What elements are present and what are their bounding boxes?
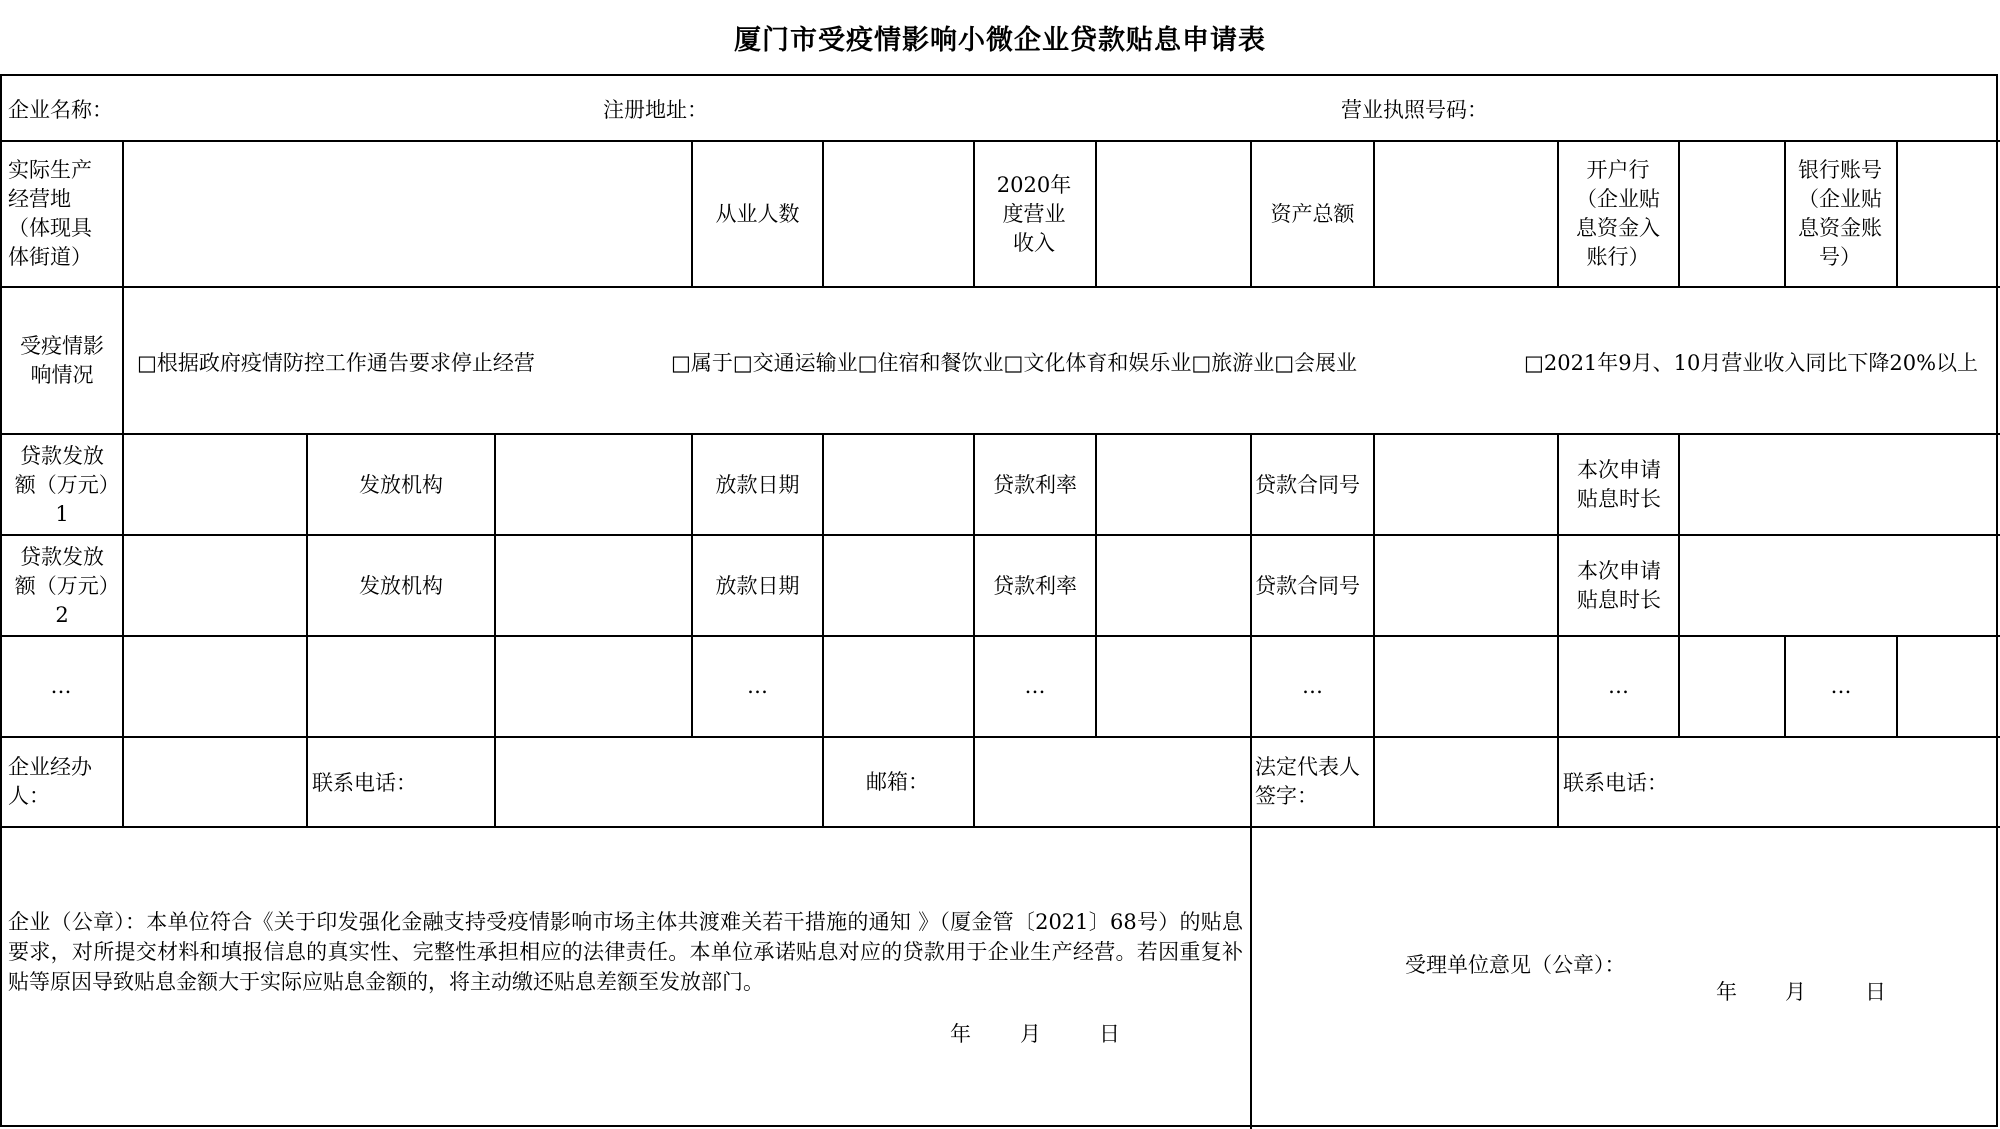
declaration-month: 月 xyxy=(1020,1022,1041,1046)
contract-no-label: 贷款合同号 xyxy=(1255,472,1360,497)
row-divider xyxy=(0,736,2000,738)
contract-no-label: 贷款合同号 xyxy=(1255,573,1360,598)
ellipsis-cell: … xyxy=(50,674,72,698)
col-divider xyxy=(1557,433,1559,828)
bank-label: 开户行（企业贴息资金入账行） xyxy=(1576,158,1660,269)
col-divider xyxy=(1095,433,1097,738)
declaration-day: 日 xyxy=(1099,1022,1120,1046)
col-divider xyxy=(1896,140,1898,288)
impact-option-suspended[interactable]: □根据政府疫情防控工作通告要求停止经营 xyxy=(137,351,535,375)
ellipsis-cell: … xyxy=(1608,674,1629,698)
row-divider xyxy=(0,534,2000,536)
loan-rate-label: 贷款利率 xyxy=(993,573,1077,598)
col-divider xyxy=(1678,140,1680,288)
opinion-label: 受理单位意见（公章）： xyxy=(1405,953,1626,977)
site-label: 实际生产经营地（体现具体街道） xyxy=(8,158,92,269)
loan-rate-label: 贷款利率 xyxy=(993,472,1077,497)
subsidy-duration-label: 本次申请贴息时长 xyxy=(1577,458,1661,511)
ellipsis-cell: … xyxy=(1024,674,1046,698)
opinion-year: 年 xyxy=(1716,980,1737,1004)
col-divider xyxy=(1095,140,1097,288)
impact-option-industry[interactable]: □属于□交通运输业□住宿和餐饮业□文化体育和娱乐业□旅游业□会展业 xyxy=(671,351,1358,375)
loan-date-label: 放款日期 xyxy=(715,573,800,598)
opinion-month: 月 xyxy=(1785,980,1806,1004)
col-divider xyxy=(1896,635,1898,738)
institution-label: 发放机构 xyxy=(359,472,443,497)
opinion-day: 日 xyxy=(1865,980,1886,1004)
col-divider xyxy=(122,140,124,828)
loan-amount-label: 贷款发放额（万元）1 xyxy=(14,443,110,526)
handler-phone-label: 联系电话： xyxy=(312,771,417,795)
ellipsis-cell: … xyxy=(747,674,768,698)
col-divider xyxy=(1373,433,1375,828)
ellipsis-cell: … xyxy=(1830,674,1852,698)
loan-date-label: 放款日期 xyxy=(715,472,800,497)
assets-label: 资产总额 xyxy=(1270,201,1355,226)
col-divider xyxy=(973,140,975,288)
col-divider xyxy=(822,140,824,288)
license-no-label: 营业执照号码： xyxy=(1341,98,1488,122)
company-name-label: 企业名称： xyxy=(8,98,113,122)
row-divider xyxy=(0,826,2000,828)
legal-phone-label: 联系电话： xyxy=(1563,771,1668,795)
col-divider xyxy=(1557,140,1559,288)
institution-label: 发放机构 xyxy=(359,573,443,598)
impact-option-revenue-drop[interactable]: □2021年9月、10月营业收入同比下降20%以上 xyxy=(1524,351,1979,375)
row-divider xyxy=(0,286,2000,288)
loan-amount-label: 贷款发放额（万元）2 xyxy=(14,544,110,627)
reg-address-label: 注册地址： xyxy=(603,98,708,122)
subsidy-duration-label: 本次申请贴息时长 xyxy=(1577,559,1661,612)
account-label: 银行账号（企业贴息资金账号） xyxy=(1798,158,1882,269)
revenue-label: 2020年度营业收入 xyxy=(996,172,1072,255)
impact-label: 受疫情影响情况 xyxy=(20,333,104,387)
form-title: 厦门市受疫情影响小微企业贷款贴息申请表 xyxy=(734,25,1266,56)
legal-rep-label: 法定代表人签字： xyxy=(1255,755,1360,808)
employees-label: 从业人数 xyxy=(715,201,800,226)
col-divider xyxy=(494,433,496,828)
col-divider xyxy=(1373,140,1375,288)
col-divider xyxy=(1784,140,1786,288)
handler-label: 企业经办人： xyxy=(8,755,92,808)
declaration-text: 企业（公章）：本单位符合《关于印发强化金融支持受疫情影响市场主体共渡难关若干措施的通知 》（厦金管〔2021〕68号）的贴息要求，对所提交材料和填报信息的真实性、完整性承担相应的法律责任。本单位承诺贴息对应的贷款用于企业生产经营。若因重复补贴等原因导致贴息金额大于实际应贴息金额的，将主动缴还贴息差额至发放部门。 xyxy=(8,910,1243,994)
col-divider xyxy=(1678,433,1680,738)
declaration-year: 年 xyxy=(950,1022,971,1046)
ellipsis-cell: … xyxy=(1302,674,1323,698)
email-label: 邮箱： xyxy=(866,769,929,794)
row-divider xyxy=(0,433,2000,435)
